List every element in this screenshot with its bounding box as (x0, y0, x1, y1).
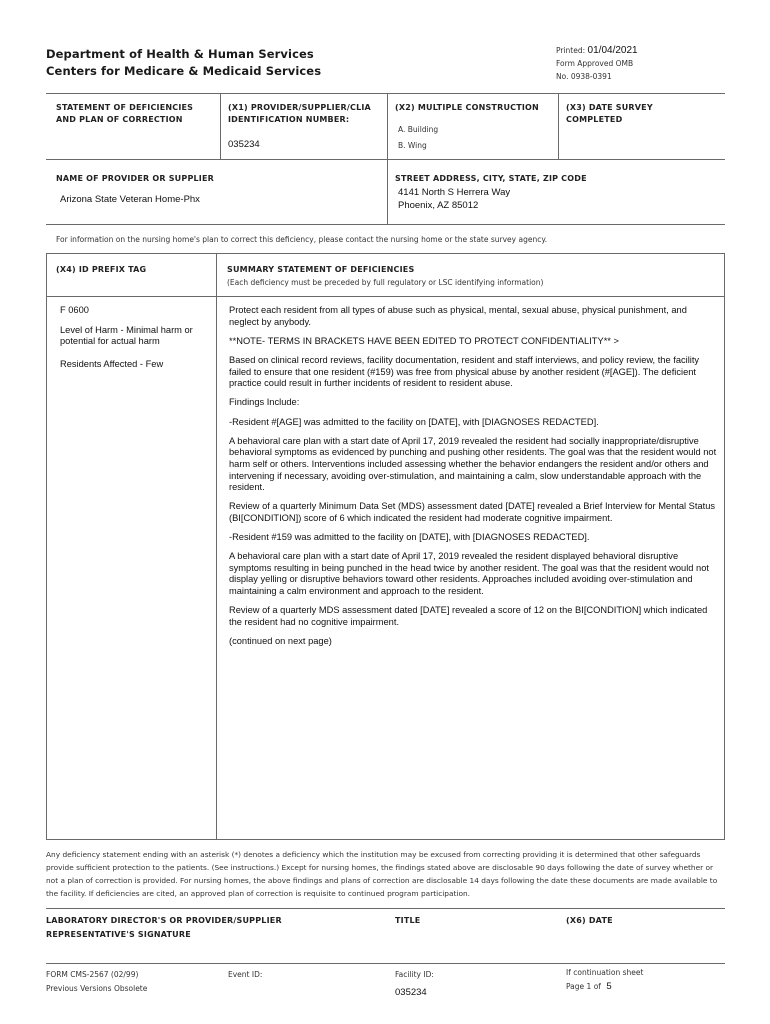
address-line-2: Phoenix, AZ 85012 (398, 200, 479, 211)
event-id-label: Event ID: (228, 970, 263, 979)
printed-label: Printed: (556, 46, 586, 55)
table-header-rule (46, 296, 725, 297)
tag-id: F 0600 (60, 305, 89, 315)
table-left-border (46, 253, 47, 840)
paragraph: Protect each resident from all types of abuse such as physical, mental, sexual abuse, physical punishment, and neglect by anybody. (229, 305, 687, 327)
residents-affected: Residents Affected - Few (60, 358, 164, 369)
level-of-harm: Level of Harm - Minimal harm or potential for actual harm (60, 324, 193, 347)
paragraph: Review of a quarterly Minimum Data Set (MDS) assessment dated [DATE] revealed a Brief Interview for Mental Status (BI[CONDITION]) score of 6 which indicated the resident had moderate cognitive impairment. (229, 501, 716, 523)
address-line-1: 4141 North S Herrera Way (398, 187, 511, 198)
summary-statement-label: SUMMARY STATEMENT OF DEFICIENCIES (227, 265, 415, 274)
dept-line-1: Department of Health & Human Services (46, 47, 314, 61)
previous-versions: Previous Versions Obsolete (46, 984, 148, 993)
date-survey-label: (X3) DATE SURVEY COMPLETED (566, 103, 653, 124)
paragraph: -Resident #[AGE] was admitted to the facility on [DATE], with [DIAGNOSES REDACTED]. (229, 416, 599, 427)
box1-divider-3 (558, 93, 559, 159)
wing-label: B. Wing (398, 141, 427, 150)
box1-divider-1 (220, 93, 221, 159)
director-signature-label: LABORATORY DIRECTOR'S OR PROVIDER/SUPPLIER REPRESENTATIVE'S SIGNATURE (46, 916, 282, 939)
paragraph: **NOTE- TERMS IN BRACKETS HAVE BEEN EDITED TO PROTECT CONFIDENTIALITY** > (229, 335, 619, 346)
box1-top-rule (46, 93, 725, 94)
paragraph: -Resident #159 was admitted to the facility on [DATE], with [DIAGNOSES REDACTED]. (229, 532, 590, 543)
info-line: For information on the nursing home's plan to correct this deficiency, please contact the nursing home or the state survey agency. (56, 235, 548, 244)
page-total: 5 (606, 981, 612, 992)
printed-date: 01/04/2021 (587, 45, 638, 56)
continuation-label: If continuation sheet (566, 968, 644, 977)
footer-top-rule (46, 963, 725, 964)
facility-id-label: Facility ID: (395, 970, 434, 979)
table-right-border (724, 253, 725, 840)
form-approved: Form Approved OMB (556, 59, 634, 68)
table-column-divider (216, 253, 217, 840)
provider-id-value: 035234 (228, 139, 260, 150)
title-label: TITLE (395, 916, 421, 925)
box2-divider (387, 159, 388, 224)
paragraph: Review of a quarterly MDS assessment dated [DATE] revealed a score of 12 on the BI[CONDITION] which indicated the resident had no cognitive impairment. (229, 605, 708, 627)
provider-id-label: (X1) PROVIDER/SUPPLIER/CLIA IDENTIFICATION NUMBER: (228, 103, 371, 124)
agency-header (46, 46, 321, 80)
form-number-block (46, 968, 147, 996)
page-label: Page 1 of (566, 982, 601, 991)
disclosure-footnote: Any deficiency statement ending with an asterisk (*) denotes a deficiency which the institution may be excused from correcting providing it is determined that other safeguards provide sufficient protection to the patients. (See instructions.) Except for nursing homes, the findings stated above are disclosable 90 days following the date of survey whether or not a plan of correction is provided. For nursing homes, the above findings and plans of correction are disclosable 14 days following the date these documents are made available to the facility. If deficiencies are cited, an approved plan of correction is requisite to continued program participation. (46, 850, 718, 898)
facility-id-value: 035234 (395, 987, 427, 998)
signature-date-label: (X6) DATE (566, 916, 613, 925)
deficiency-summary (229, 305, 717, 655)
signature-top-rule (46, 908, 725, 909)
info-top-rule (46, 224, 725, 225)
deficiency-tag (60, 305, 210, 370)
provider-name-value: Arizona State Veteran Home-Phx (60, 194, 200, 205)
summary-statement-sublabel: (Each deficiency must be preceded by full regulatory or LSC identifying information) (227, 278, 544, 287)
box2-top-rule (46, 159, 725, 160)
address-label: STREET ADDRESS, CITY, STATE, ZIP CODE (395, 174, 587, 183)
continuation-block (566, 966, 643, 994)
paragraph: A behavioral care plan with a start date of April 17, 2019 revealed the resident had socially inappropriate/disruptive behavioral symptoms as evidenced by punching and pushing other residents. The goal was that the resident would not harm self or others. Interventions included assessing whether the behavior endangers the resident and/or others and intervening if necessary, avoiding over-stimulation, and maintaining a calm, slow understandable approach with the resident. (229, 435, 717, 493)
statement-of-deficiencies-label: STATEMENT OF DEFICIENCIES AND PLAN OF CORRECTION (56, 103, 194, 124)
table-bottom-rule (46, 839, 725, 840)
paragraph: A behavioral care plan with a start date of April 17, 2019 revealed the resident displayed behavioral disruptive symptoms resulting in being punched in the head twice by another resident. The goal was that the resident would not display yelling or disruptive behaviors toward other residents. Approaches included avoiding over-stimulation and maintaining a calm environment and approach to the resident. (229, 551, 709, 597)
multiple-construction-label: (X2) MULTIPLE CONSTRUCTION (395, 103, 539, 112)
dept-line-2: Centers for Medicare & Medicaid Services (46, 64, 322, 78)
id-prefix-tag-label: (X4) ID PREFIX TAG (56, 265, 147, 274)
building-label: A. Building (398, 125, 439, 134)
form-number: FORM CMS-2567 (02/99) (46, 970, 139, 979)
box1-divider-2 (387, 93, 388, 159)
paragraph: Findings Include: (229, 397, 300, 408)
continued-note: (continued on next page) (229, 636, 332, 646)
provider-name-label: NAME OF PROVIDER OR SUPPLIER (56, 174, 215, 183)
table-top-rule (46, 253, 725, 254)
paragraph: Based on clinical record reviews, facility documentation, resident and staff interviews, and policy review, the facility failed to ensure that one resident (#159) was free from physical abuse by another resident (#[AGE]). The deficient practice could result in further incidents of resident to resident abuse. (229, 354, 700, 389)
omb-number: No. 0938-0391 (556, 72, 612, 81)
print-info (556, 44, 638, 83)
